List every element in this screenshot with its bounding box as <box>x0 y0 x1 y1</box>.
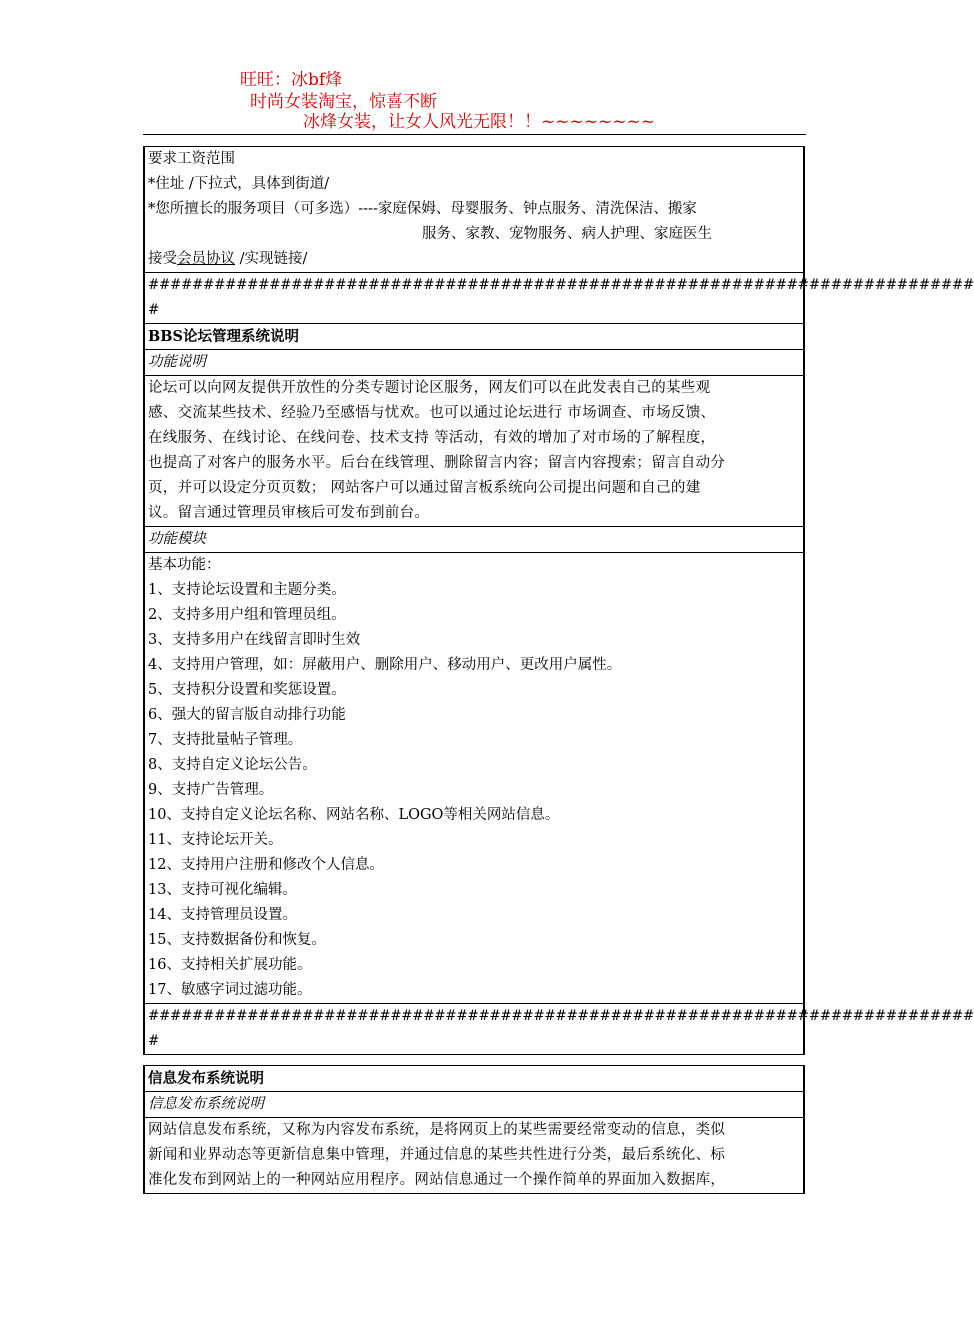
basic-features-label: 基本功能： <box>148 557 221 573</box>
func-desc-label: 功能说明 <box>148 354 206 370</box>
shop-contact-line: 旺旺：冰bf烽 <box>240 70 343 90</box>
feature-item: 13、支持可视化编辑。 <box>148 882 297 898</box>
desc-line: 议。留言通过管理员审核后可发布到前台。 <box>148 505 430 521</box>
desc-line: 在线服务、在线讨论、在线问卷、技术支持 等活动，有效的增加了对市场的了解程度， <box>148 430 716 446</box>
info-desc-line: 准化发布到网站上的一种网站应用程序。网站信息通过一个操作简单的界面加入数据库， <box>148 1172 726 1188</box>
bbs-title: BBS论坛管理系统说明 <box>148 328 299 345</box>
accept-prefix: 接受 <box>148 251 177 267</box>
shop-slogan-line: 时尚女装淘宝，惊喜不断 <box>250 92 437 112</box>
header-divider <box>143 134 806 135</box>
bbs-module-row <box>143 526 805 553</box>
hash-separator: ########################################################################### <box>148 277 974 293</box>
separator-row <box>143 1003 974 1055</box>
info-subtitle: 信息发布系统说明 <box>148 1096 264 1112</box>
feature-list <box>143 552 805 1004</box>
feature-item: 17、敏感字词过滤功能。 <box>148 982 312 998</box>
desc-line: 也提高了对客户的服务水平。后台在线管理、删除留言内容；留言内容搜索；留言自动分 <box>148 455 726 471</box>
bbs-title-row <box>143 323 805 350</box>
feature-item: 12、支持用户注册和修改个人信息。 <box>148 857 384 873</box>
desc-line: 页，并可以设定分页页数； 网站客户可以通过留言板系统向公司提出问题和自己的建 <box>148 480 701 496</box>
feature-item: 8、支持自定义论坛公告。 <box>148 757 317 773</box>
salary-note: 要求工资范围 <box>148 151 235 167</box>
feature-item: 3、支持多用户在线留言即时生效 <box>148 632 361 648</box>
module-label: 功能模块 <box>148 531 206 547</box>
info-description <box>143 1117 805 1194</box>
bbs-func-desc-row <box>143 349 805 376</box>
separator-row <box>143 272 974 324</box>
shop-tagline: 冰烽女装，让女人风光无限！！~~~~~~~~ <box>303 112 655 132</box>
hash-separator: ########################################################################### <box>148 1008 974 1024</box>
info-section <box>143 1066 805 1194</box>
feature-item: 15、支持数据备份和恢复。 <box>148 932 326 948</box>
feature-item: 14、支持管理员设置。 <box>148 907 297 923</box>
bbs-description <box>143 375 805 527</box>
info-desc-line: 网站信息发布系统，又称为内容发布系统，是将网页上的某些需要经常变动的信息，类似 <box>148 1122 726 1138</box>
feature-item: 5、支持积分设置和奖惩设置。 <box>148 682 346 698</box>
document-body <box>143 147 974 1055</box>
feature-item: 1、支持论坛设置和主题分类。 <box>148 582 346 598</box>
feature-item: 4、支持用户管理，如：屏蔽用户、删除用户、移动用户、更改用户属性。 <box>148 657 622 673</box>
info-subtitle-row <box>143 1091 805 1118</box>
form-notes-section <box>143 146 805 273</box>
info-desc-line: 新闻和业界动态等更新信息集中管理，并通过信息的某些共性进行分类，最后系统化、标 <box>148 1147 726 1163</box>
accept-suffix: /实现链接/ <box>235 251 308 267</box>
hash-separator-tail: # <box>148 302 160 318</box>
feature-item: 2、支持多用户组和管理员组。 <box>148 607 346 623</box>
desc-line: 论坛可以向网友提供开放性的分类专题讨论区服务，网友们可以在此发表自己的某些观 <box>148 380 711 396</box>
info-title-row <box>143 1065 805 1092</box>
hash-separator-tail: # <box>148 1033 160 1049</box>
member-agreement-link[interactable]: 会员协议 <box>177 251 235 267</box>
feature-item: 6、强大的留言版自动排行功能 <box>148 707 346 723</box>
accept-agreement-note <box>148 247 800 272</box>
feature-item: 9、支持广告管理。 <box>148 782 274 798</box>
address-note: *住址 /下拉式，具体到街道/ <box>148 176 330 192</box>
feature-item: 16、支持相关扩展功能。 <box>148 957 312 973</box>
feature-item: 10、支持自定义论坛名称、网站名称、LOGO等相关网站信息。 <box>148 807 560 823</box>
info-title: 信息发布系统说明 <box>148 1070 264 1087</box>
services-note: *您所擅长的服务项目（可多选）----家庭保姆、母婴服务、钟点服务、清洗保洁、搬家 <box>148 201 697 217</box>
desc-line: 感、交流某些技术、经验乃至感悟与忧欢。也可以通过论坛进行 市场调查、市场反馈、 <box>148 405 716 421</box>
feature-item: 7、支持批量帖子管理。 <box>148 732 303 748</box>
services-note-cont: 服务、家教、宠物服务、病人护理、家庭医生 <box>422 226 712 242</box>
feature-item: 11、支持论坛开关。 <box>148 832 283 848</box>
